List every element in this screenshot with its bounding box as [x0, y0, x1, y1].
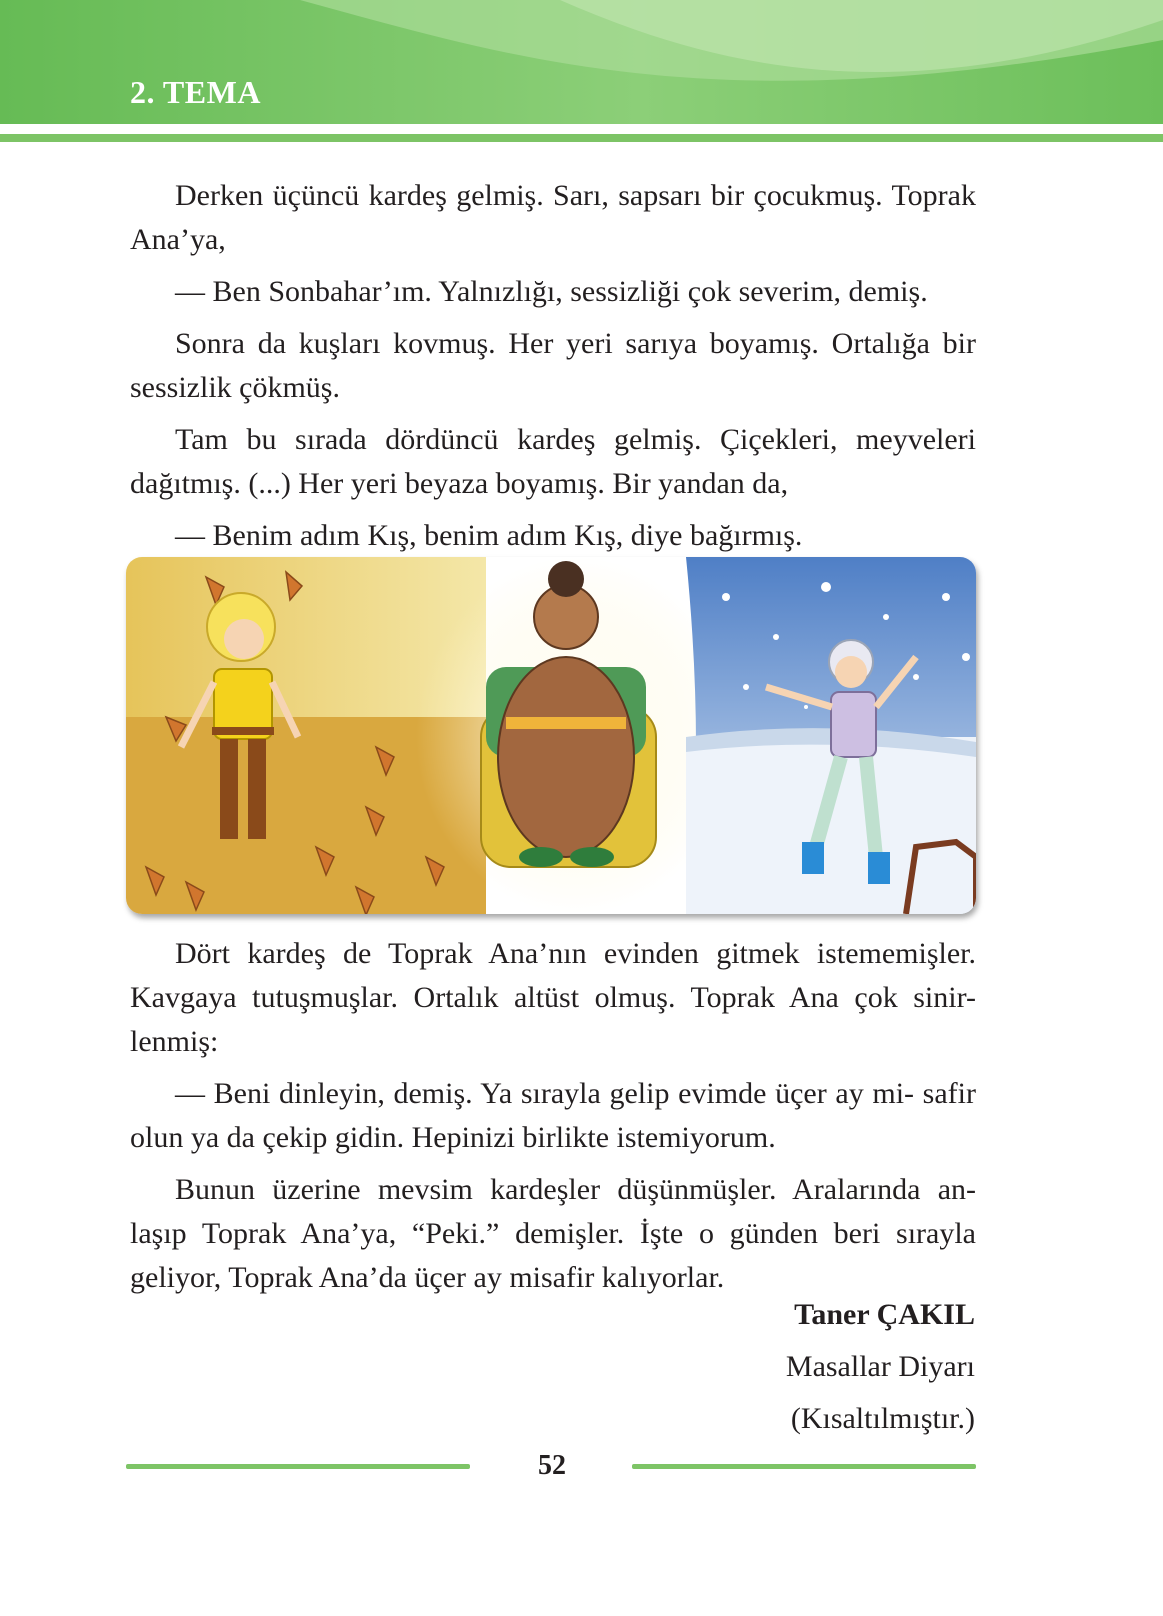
- footer-rule-right: [632, 1464, 976, 1469]
- header-band: [0, 0, 1163, 150]
- footer-rule-left: [126, 1464, 470, 1469]
- paragraph: — Beni dinleyin, demiş. Ya sırayla gelip evimde üçer ay mi- safir olun ya da çekip gidin. Hepinizi birlikte istemiyorum.: [130, 1077, 976, 1154]
- page-number: 52: [538, 1450, 566, 1481]
- paragraph: Dört kardeş de Toprak Ana’nın evinden gitmek istememişler. Kavgaya tutuşmuşlar. Ortalık altüst olmuş. Toprak Ana çok sinir- lenmiş:: [130, 937, 976, 1058]
- seasons-illustration: [126, 557, 976, 914]
- paragraph: Bunun üzerine mevsim kardeşler düşünmüşler. Aralarında an- laşıp Toprak Ana’ya, “Peki.” demişler. İşte o günden beri sırayla geliyor, Toprak Ana’da üçer ay misafir kalıyorlar.: [130, 1173, 976, 1294]
- author-name: Taner ÇAKIL: [794, 1298, 975, 1331]
- theme-label: 2. TEMA: [130, 74, 261, 110]
- paragraph: Sonra da kuşları kovmuş. Her yeri sarıya boyamış. Ortalığa bir sessizlik çökmüş.: [130, 327, 976, 404]
- story-text-top: [130, 174, 976, 566]
- source-attribution: [786, 1293, 975, 1441]
- story-text-bottom: [130, 932, 976, 1308]
- paragraph: — Ben Sonbahar’ım. Yalnızlığı, sessizliği çok severim, demiş.: [175, 275, 928, 308]
- abridged-note: (Kısaltılmıştır.): [790, 1402, 975, 1435]
- paragraph: Derken üçüncü kardeş gelmiş. Sarı, sapsarı bir çocukmuş. Toprak Ana’ya,: [130, 179, 976, 256]
- paragraph: — Benim adım Kış, benim adım Kış, diye bağırmış.: [175, 519, 803, 552]
- paragraph: Tam bu sırada dördüncü kardeş gelmiş. Çiçekleri, meyveleri dağıtmış. (...) Her yeri beyaza boyamış. Bir yandan da,: [130, 423, 976, 500]
- story-illustration: [126, 557, 976, 914]
- book-title: Masallar Diyarı: [785, 1350, 975, 1383]
